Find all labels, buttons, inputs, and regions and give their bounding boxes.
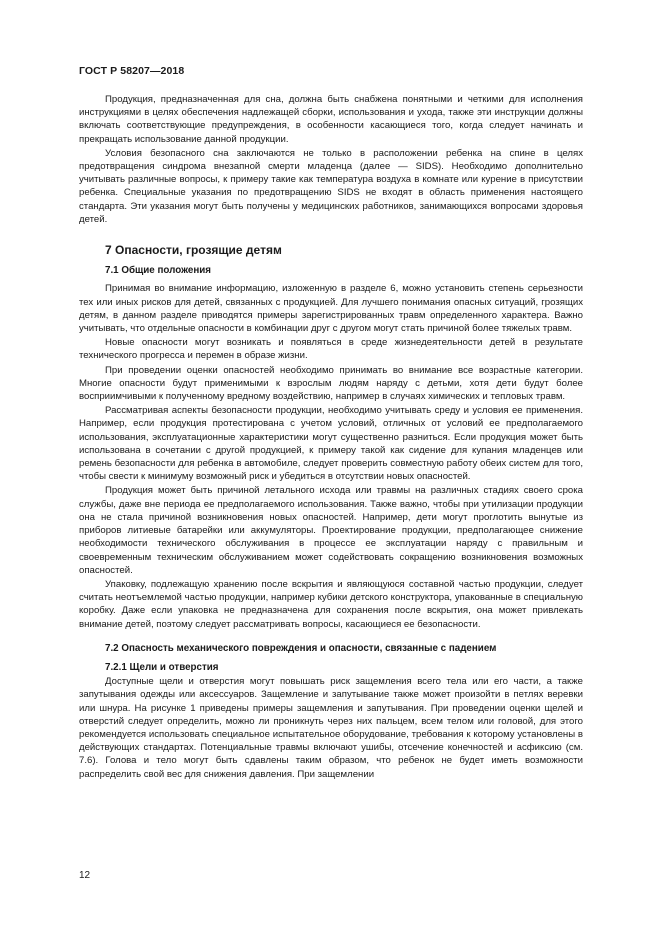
paragraph: Условия безопасного сна заключаются не только в расположении ребенка на спине в целях предотвращения синдрома внезапной смерти младенца (далее — SIDS). Необходимо дополнительно учитывать различные вопросы, к примеру такие как температура воздуха в комнате или курение в присутствии ребенка. Специальные указания по предотвращению SIDS не входят в область применения настоящего стандарта. Эти указания могут быть получены у медицинских работников, занимающихся вопросами здоровья детей. [79,147,583,225]
paragraph: Доступные щели и отверстия могут повышать риск защемления всего тела или его части, а также запутывания одежды или аксессуаров. Защемление и запутывание также может произойти в петлях веревки или шнура. На рисунке 1 приведены примеры защемления и запутывания. При проведении оценки щелей и отверстий следует определить, можно ли проникнуть через них пальцем, всем телом или головой, для этого рекомендуется использовать специальное испытательное оборудование, требования к которому установлены в действующих стандартах. Потенциальные травмы включают ушибы, отсечение конечностей и асфиксию (см. 7.6). Голова и тело могут быть сдавлены таким образом, что ребенок не будет иметь возможности распределить свой вес для снижения давления. При защемлении [79,676,583,780]
page-number: 12 [79,870,91,881]
document-header: ГОСТ Р 58207—2018 [79,65,185,77]
subsection-heading: 7.1 Общие положения [105,265,212,277]
subsection-heading: 7.2 Опасность механического повреждения и опасности, связанные с падением [105,642,497,654]
paragraph: При проведении оценки опасностей необходимо принимать во внимание все возрастные категории. Многие опасности будут применимыми к взрослым людям наряду с детьми, хотя дети будут более восприимчивыми к полученному вредному воздействию, например в случаях химических и тепловых травм. [79,364,583,403]
subsubsection-heading: 7.2.1 Щели и отверстия [105,661,219,673]
paragraph: Новые опасности могут возникать и появляться в среде жизнедеятельности детей в результате технического прогресса и перемен в образе жизни. [79,337,583,362]
paragraph: Упаковку, подлежащую хранению после вскрытия и являющуюся составной частью продукции, следует считать неотъемлемой частью продукции, например кубики детского конструктора, упакованные в специальную коробку. Даже если упаковка не предназначена для сохранения после вскрытия, она может привлекать внимание детей, поэтому следует рассматривать вопросы, касающиеся ее безопасности. [79,578,583,630]
paragraph: Рассматривая аспекты безопасности продукции, необходимо учитывать среду и условия ее применения. Например, если продукция протестирована с учетом условий, отличных от условий ее предполагаемого использования, эксплуатационные характеристики могут существенно разниться. Если продукция может быть использована в сочетании с другой продукцией, к примеру такой как сидение для купания младенцев или ремень безопасности для ребенка в автомобиле, следует проверить совместную работу обеих систем для того, чтобы свести к минимуму возможный риск и убедиться в отсутствии новых опасностей. [79,405,583,483]
document-body [79,93,583,782]
paragraph: Продукция, предназначенная для сна, должна быть снабжена понятными и четкими для исполнения инструкциями в целях обеспечения надлежащей сборки, использования и ухода, также эти инструкции должны включать соответствующие предупреждения, в особенности касающиеся того, когда следует начинать и прекращать использование данной продукции. [79,94,583,145]
paragraph: Принимая во внимание информацию, изложенную в разделе 6, можно установить степень серьезности тех или иных рисков для детей, связанных с продукцией. Для лучшего понимания опасных ситуаций, грозящих детям, в данном разделе приводятся примеры зарегистрированных травм определенного характера. Важно учитывать, что отдельные опасности в комбинации друг с другом могут стать причиной более тяжелых травм. [79,283,583,335]
paragraph: Продукция может быть причиной летального исхода или травмы на различных стадиях своего срока службы, даже вне периода ее предполагаемого использования. Также важно, чтобы при утилизации продукции она не стала причиной возникновения новых опасностей. Например, дети могут проглотить вынутые из приборов литиевые батарейки или аккумуляторы. Проектирование продукции, предполагающее снижение необходимости технического обслуживания в процессе ее эксплуатации наряду с правильным и своевременным техническим обслуживанием может содействовать сокращению возникновения возможных опасностей. [79,485,583,576]
section-heading: 7 Опасности, грозящие детям [105,243,282,258]
